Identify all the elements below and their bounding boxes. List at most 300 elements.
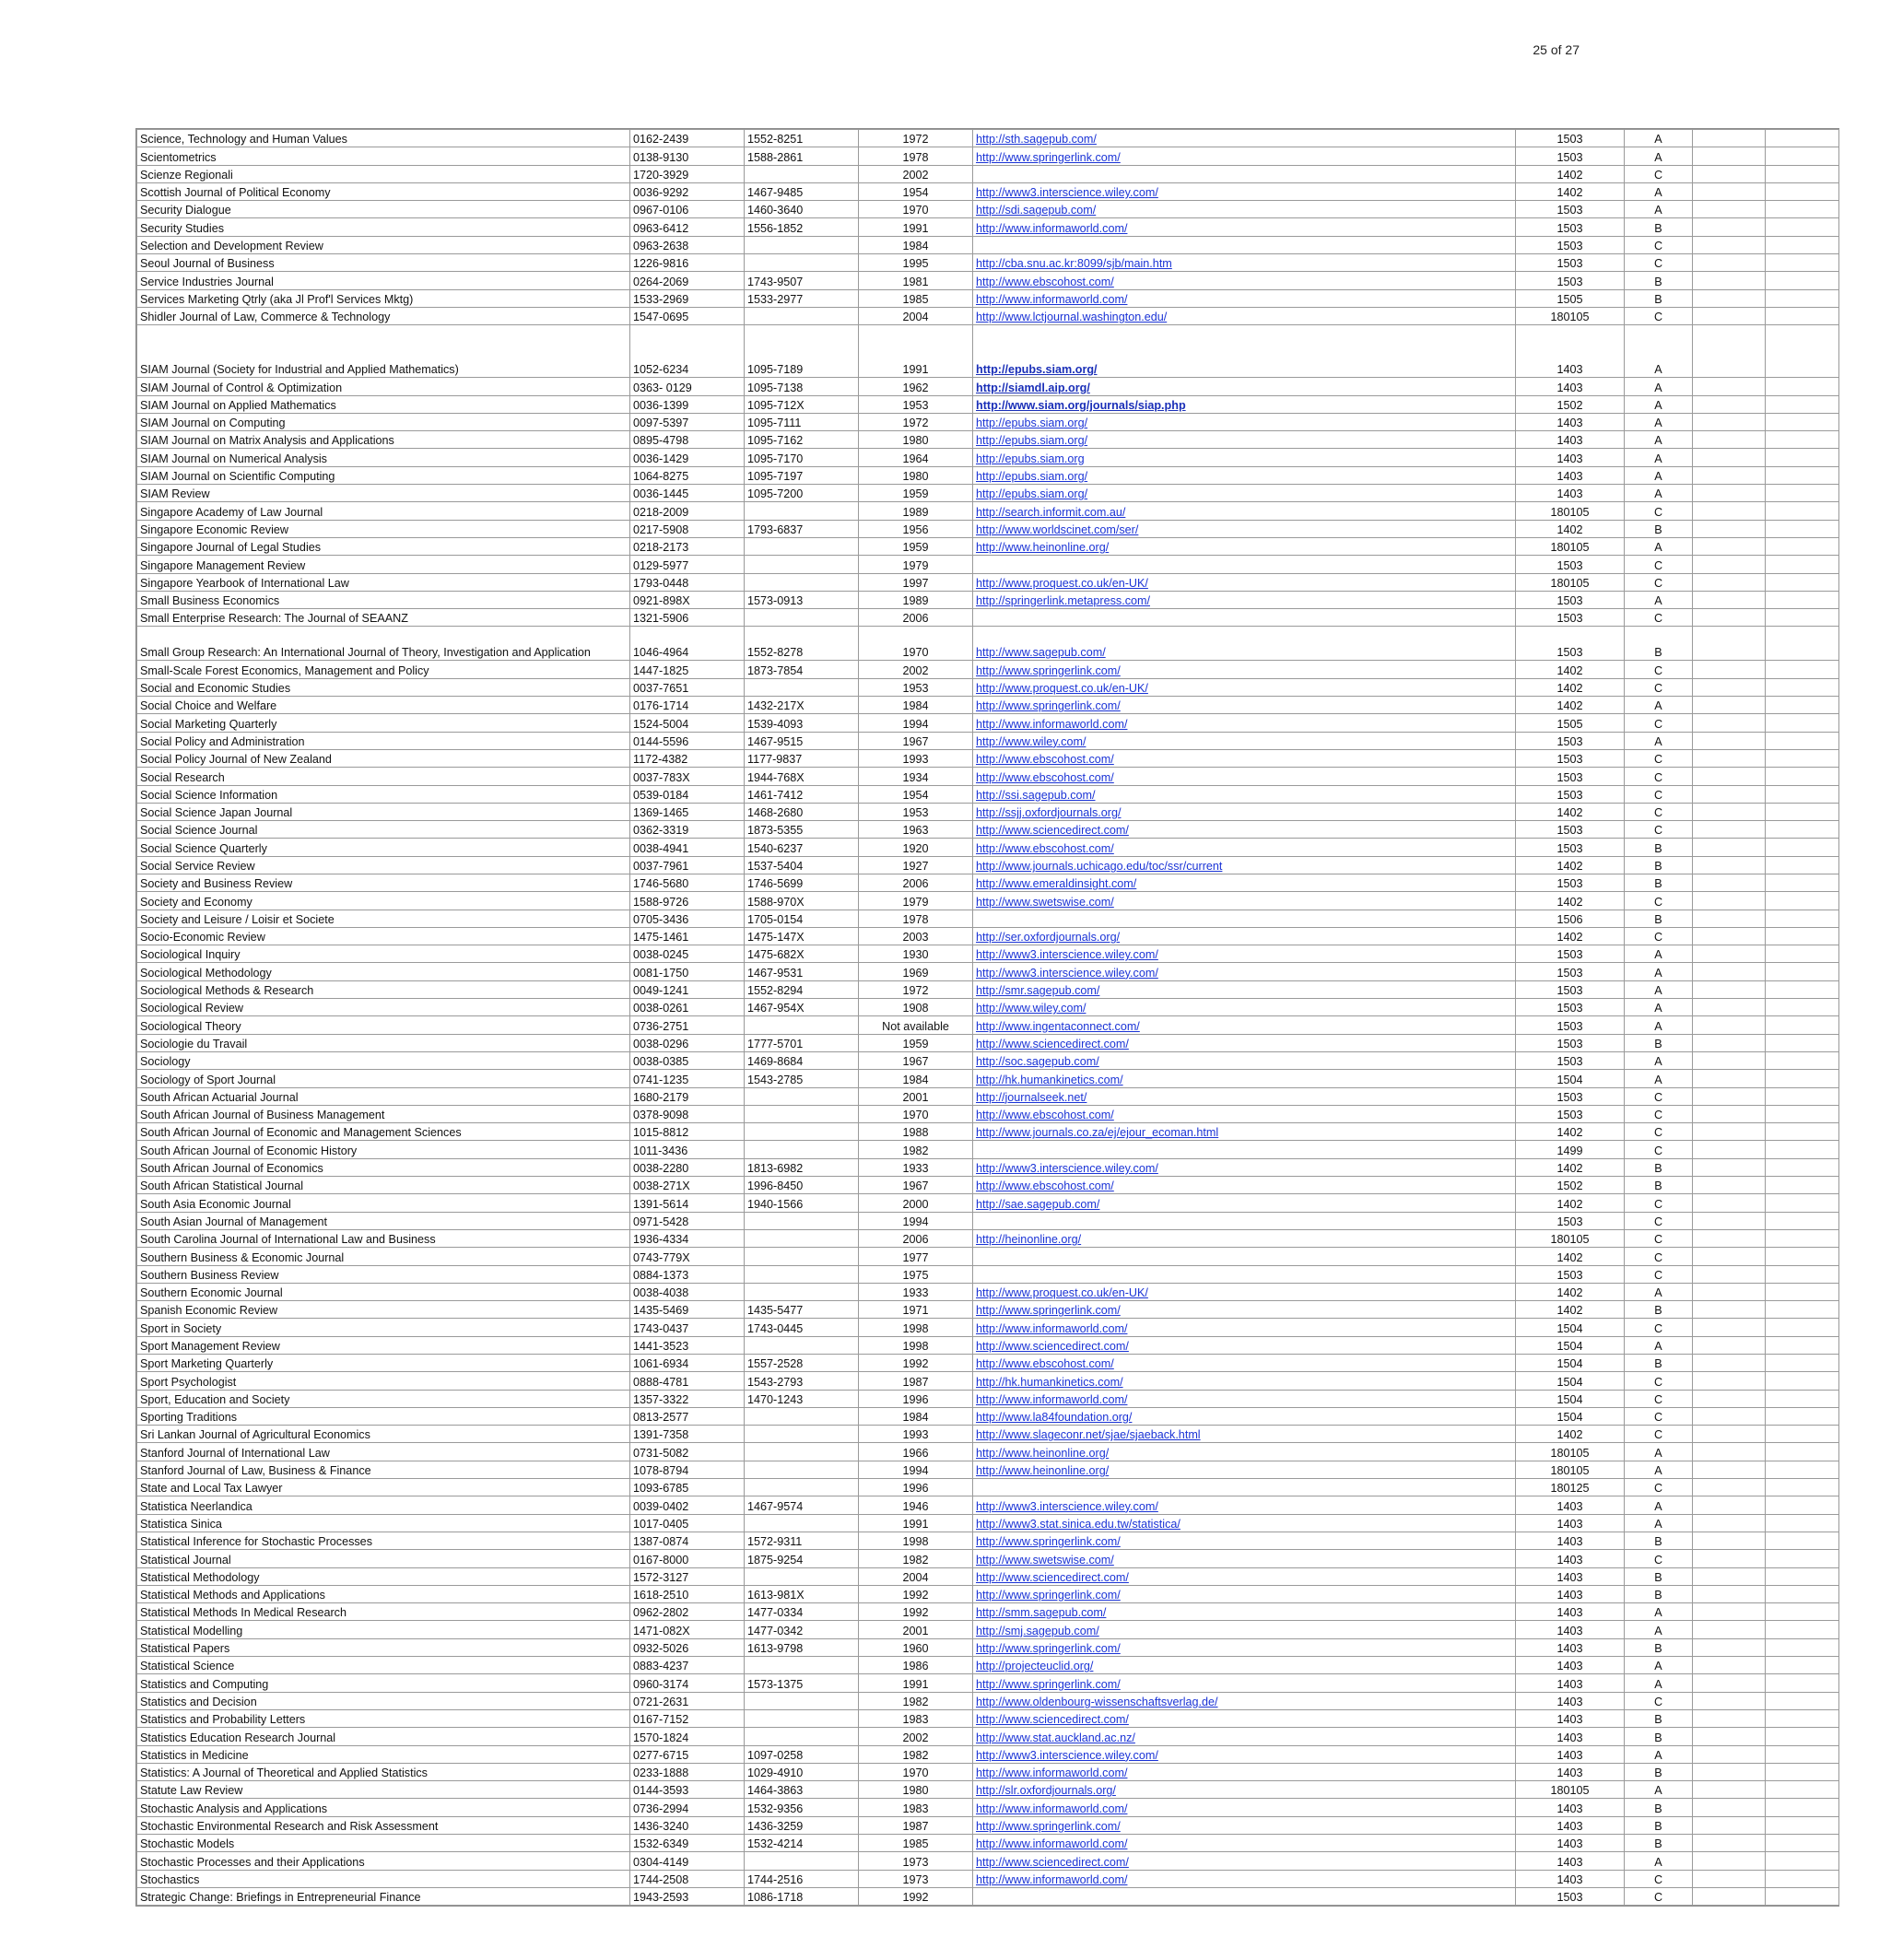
- extra-cell-1: [1693, 980, 1766, 998]
- eissn-cell: 1744-2516: [745, 1870, 859, 1887]
- journal-title-cell: Social Science Information: [137, 785, 630, 803]
- url-cell: [973, 201, 1516, 218]
- extra-cell-2: [1766, 910, 1839, 927]
- eissn-cell: 1552-8294: [745, 980, 859, 998]
- extra-cell-1: [1693, 1763, 1766, 1780]
- year-cell: 1920: [859, 839, 973, 856]
- journal-url-link[interactable]: http://www.informaworld.com/: [976, 292, 1128, 306]
- journal-url-link[interactable]: http://sae.sagepub.com/: [976, 1197, 1100, 1211]
- issn-cell: 0731-5082: [630, 1443, 745, 1461]
- journal-title-cell: Sport, Education and Society: [137, 1390, 630, 1407]
- code-cell: 1503: [1516, 147, 1625, 165]
- issn-cell: 1618-2510: [630, 1585, 745, 1602]
- issn-cell: 1015-8812: [630, 1123, 745, 1141]
- journal-url-link[interactable]: http://www3.stat.sinica.edu.tw/statistica/: [976, 1517, 1180, 1531]
- journal-url-link[interactable]: http://www.ebscohost.com/: [976, 275, 1114, 288]
- journal-url-link[interactable]: http://www.springerlink.com/: [976, 663, 1121, 677]
- url-cell: [973, 1194, 1516, 1212]
- url-cell: [973, 537, 1516, 555]
- extra-cell-2: [1766, 980, 1839, 998]
- journal-title-cell: Social Science Japan Journal: [137, 803, 630, 820]
- issn-cell: 1680-2179: [630, 1087, 745, 1105]
- journal-url-link[interactable]: http://epubs.siam.org/: [976, 470, 1088, 484]
- eissn-cell: 1095-7111: [745, 413, 859, 430]
- eissn-cell: [745, 1336, 859, 1354]
- journal-url-link[interactable]: http://www.springerlink.com/: [976, 1820, 1121, 1834]
- journal-url-link[interactable]: http://springerlink.metapress.com/: [976, 594, 1150, 608]
- code-cell: 1503: [1516, 839, 1625, 856]
- rank-cell: A: [1625, 697, 1693, 714]
- extra-cell-2: [1766, 1870, 1839, 1887]
- rank-cell: B: [1625, 1799, 1693, 1816]
- eissn-cell: 1572-9311: [745, 1532, 859, 1549]
- extra-cell-2: [1766, 1674, 1839, 1692]
- eissn-cell: 1095-712X: [745, 395, 859, 413]
- journal-url-link[interactable]: http://www.ingentaconnect.com/: [976, 1019, 1140, 1033]
- code-cell: 1503: [1516, 874, 1625, 891]
- extra-cell-1: [1693, 431, 1766, 449]
- journal-url-link[interactable]: http://www.springerlink.com/: [976, 1535, 1121, 1549]
- extra-cell-1: [1693, 1034, 1766, 1051]
- extra-cell-2: [1766, 1461, 1839, 1478]
- code-cell: 1402: [1516, 520, 1625, 537]
- journal-url-link[interactable]: http://www.heinonline.org/: [976, 1464, 1110, 1478]
- extra-cell-1: [1693, 1674, 1766, 1692]
- code-cell: 1403: [1516, 1816, 1625, 1834]
- table-row: [137, 1852, 1839, 1870]
- url-cell: [973, 272, 1516, 289]
- issn-cell: 0721-2631: [630, 1692, 745, 1709]
- year-cell: 2002: [859, 661, 973, 678]
- url-cell: [973, 1532, 1516, 1549]
- code-cell: 1503: [1516, 254, 1625, 272]
- rank-cell: C: [1625, 1426, 1693, 1443]
- year-cell: 1971: [859, 1301, 973, 1319]
- rank-cell: C: [1625, 165, 1693, 182]
- issn-cell: 1943-2593: [630, 1887, 745, 1905]
- journal-url-link[interactable]: http://www.springerlink.com/: [976, 1642, 1121, 1656]
- journal-url-link[interactable]: http://www.sciencedirect.com/: [976, 1855, 1129, 1869]
- journal-title-cell: Sporting Traditions: [137, 1407, 630, 1425]
- extra-cell-1: [1693, 697, 1766, 714]
- journal-url-link[interactable]: http://www.proquest.co.uk/en-UK/: [976, 682, 1148, 696]
- code-cell: 1504: [1516, 1070, 1625, 1087]
- table-row: [137, 1728, 1839, 1745]
- extra-cell-1: [1693, 1087, 1766, 1105]
- extra-cell-2: [1766, 1301, 1839, 1319]
- extra-cell-1: [1693, 165, 1766, 182]
- journal-title-cell: Singapore Journal of Legal Studies: [137, 537, 630, 555]
- journal-url-link[interactable]: http://www.worldscinet.com/ser/: [976, 522, 1139, 536]
- journal-url-link[interactable]: http://epubs.siam.org/: [976, 434, 1088, 448]
- journal-url-link[interactable]: http://www.heinonline.org/: [976, 541, 1110, 555]
- extra-cell-1: [1693, 1567, 1766, 1585]
- journal-url-link[interactable]: http://smm.sagepub.com/: [976, 1606, 1107, 1620]
- journal-title-cell: Sport in Society: [137, 1319, 630, 1336]
- rank-cell: C: [1625, 785, 1693, 803]
- extra-cell-1: [1693, 732, 1766, 749]
- extra-cell-1: [1693, 1426, 1766, 1443]
- code-cell: 1403: [1516, 325, 1625, 378]
- journal-title-cell: Selection and Development Review: [137, 236, 630, 253]
- journal-url-link[interactable]: http://www3.interscience.wiley.com/: [976, 1162, 1158, 1176]
- extra-cell-1: [1693, 1123, 1766, 1141]
- rank-cell: B: [1625, 856, 1693, 874]
- code-cell: 1505: [1516, 714, 1625, 732]
- extra-cell-2: [1766, 1852, 1839, 1870]
- journal-url-link[interactable]: http://www.informaworld.com/: [976, 717, 1128, 731]
- year-cell: 1980: [859, 431, 973, 449]
- url-cell: [973, 1709, 1516, 1727]
- journal-url-link[interactable]: http://www.oldenbourg-wissenschaftsverlag.de/: [976, 1695, 1218, 1708]
- journal-url-link[interactable]: http://www.heinonline.org/: [976, 1446, 1110, 1460]
- journal-title-cell: South African Actuarial Journal: [137, 1087, 630, 1105]
- extra-cell-1: [1693, 785, 1766, 803]
- journal-url-link[interactable]: http://www.lctjournal.washington.edu/: [976, 311, 1168, 324]
- journal-url-link[interactable]: http://epubs.siam.org/: [976, 417, 1088, 430]
- issn-cell: 0038-0385: [630, 1051, 745, 1069]
- journal-url-link[interactable]: http://ssjj.oxfordjournals.org/: [976, 806, 1122, 820]
- journal-url-link[interactable]: http://www.sciencedirect.com/: [976, 824, 1129, 838]
- journal-url-link[interactable]: http://www.informaworld.com/: [976, 1802, 1128, 1815]
- journal-url-link[interactable]: http://www.springerlink.com/: [976, 699, 1121, 713]
- code-cell: 1402: [1516, 697, 1625, 714]
- issn-cell: 0277-6715: [630, 1745, 745, 1763]
- code-cell: 1503: [1516, 236, 1625, 253]
- issn-cell: 1471-082X: [630, 1621, 745, 1638]
- code-cell: 1403: [1516, 1745, 1625, 1763]
- journal-url-link[interactable]: http://www.proquest.co.uk/en-UK/: [976, 1286, 1148, 1300]
- rank-cell: A: [1625, 325, 1693, 378]
- issn-cell: 0741-1235: [630, 1070, 745, 1087]
- journal-url-link[interactable]: http://www3.interscience.wiley.com/: [976, 948, 1158, 962]
- code-cell: 180105: [1516, 307, 1625, 324]
- table-row: [137, 1638, 1839, 1656]
- journal-url-link[interactable]: http://www.siam.org/journals/siap.php: [976, 398, 1186, 412]
- rank-cell: B: [1625, 1567, 1693, 1585]
- issn-cell: 1793-0448: [630, 573, 745, 591]
- code-cell: 1503: [1516, 999, 1625, 1016]
- journal-url-link[interactable]: http://projecteuclid.org/: [976, 1660, 1094, 1673]
- url-cell: [973, 1638, 1516, 1656]
- extra-cell-1: [1693, 1638, 1766, 1656]
- code-cell: 180105: [1516, 573, 1625, 591]
- journal-title-cell: Strategic Change: Briefings in Entrepreneurial Finance: [137, 1887, 630, 1905]
- journal-url-link[interactable]: http://cba.snu.ac.kr:8099/sjb/main.htm: [976, 257, 1172, 271]
- year-cell: 1959: [859, 485, 973, 502]
- journal-url-link[interactable]: http://www.springerlink.com/: [976, 150, 1121, 164]
- journal-url-link[interactable]: http://www.ebscohost.com/: [976, 1180, 1114, 1193]
- issn-cell: 0218-2009: [630, 502, 745, 520]
- issn-cell: 1078-8794: [630, 1461, 745, 1478]
- year-cell: 1987: [859, 1816, 973, 1834]
- journal-url-link[interactable]: http://smr.sagepub.com/: [976, 984, 1100, 998]
- extra-cell-2: [1766, 1835, 1839, 1852]
- eissn-cell: 1588-970X: [745, 892, 859, 910]
- extra-cell-1: [1693, 839, 1766, 856]
- extra-cell-1: [1693, 378, 1766, 395]
- eissn-cell: [745, 1141, 859, 1158]
- journal-url-link[interactable]: http://siamdl.aip.org/: [976, 381, 1090, 394]
- journal-url-link[interactable]: http://epubs.siam.org/: [976, 487, 1088, 501]
- code-cell: 1402: [1516, 927, 1625, 945]
- journal-url-link[interactable]: http://smj.sagepub.com/: [976, 1624, 1099, 1637]
- eissn-cell: [745, 537, 859, 555]
- table-row: [137, 1407, 1839, 1425]
- extra-cell-2: [1766, 378, 1839, 395]
- journal-url-link[interactable]: http://epubs.siam.org: [976, 452, 1085, 465]
- year-cell: 1946: [859, 1496, 973, 1514]
- rank-cell: A: [1625, 431, 1693, 449]
- journal-title-cell: Sociological Methodology: [137, 963, 630, 980]
- code-cell: 1402: [1516, 1283, 1625, 1300]
- journal-url-link[interactable]: http://www3.interscience.wiley.com/: [976, 966, 1158, 980]
- extra-cell-1: [1693, 1603, 1766, 1621]
- rank-cell: A: [1625, 999, 1693, 1016]
- journal-url-link[interactable]: http://www.sagepub.com/: [976, 646, 1106, 660]
- code-cell: 1504: [1516, 1355, 1625, 1372]
- table-row: [137, 1692, 1839, 1709]
- journal-url-link[interactable]: http://www.ebscohost.com/: [976, 841, 1114, 855]
- issn-cell: 1435-5469: [630, 1301, 745, 1319]
- url-cell: [973, 1355, 1516, 1372]
- year-cell: 1970: [859, 201, 973, 218]
- extra-cell-2: [1766, 1212, 1839, 1229]
- table-row: [137, 1426, 1839, 1443]
- rank-cell: A: [1625, 201, 1693, 218]
- journal-url-link[interactable]: http://www.informaworld.com/: [976, 221, 1128, 235]
- table-row: [137, 1763, 1839, 1780]
- journal-url-link[interactable]: http://www.wiley.com/: [976, 734, 1086, 748]
- extra-cell-1: [1693, 1799, 1766, 1816]
- year-cell: 1994: [859, 714, 973, 732]
- year-cell: 1984: [859, 1070, 973, 1087]
- code-cell: 1402: [1516, 1194, 1625, 1212]
- year-cell: 1994: [859, 1461, 973, 1478]
- issn-cell: 0218-2173: [630, 537, 745, 555]
- url-cell: [973, 1585, 1516, 1602]
- url-cell: [973, 945, 1516, 963]
- extra-cell-2: [1766, 1745, 1839, 1763]
- journal-url-link[interactable]: http://www.stat.auckland.ac.nz/: [976, 1731, 1135, 1744]
- journal-url-link[interactable]: http://www.swetswise.com/: [976, 1553, 1114, 1567]
- table-row: [137, 1799, 1839, 1816]
- journal-title-cell: Stochastic Analysis and Applications: [137, 1799, 630, 1816]
- journal-url-link[interactable]: http://www.informaworld.com/: [976, 1766, 1128, 1780]
- extra-cell-2: [1766, 1532, 1839, 1549]
- journal-url-link[interactable]: http://www.ebscohost.com/: [976, 1109, 1114, 1122]
- rank-cell: C: [1625, 1212, 1693, 1229]
- code-cell: 1402: [1516, 182, 1625, 200]
- journal-url-link[interactable]: http://soc.sagepub.com/: [976, 1055, 1099, 1069]
- year-cell: 1953: [859, 803, 973, 820]
- journal-url-link[interactable]: http://www.informaworld.com/: [976, 1837, 1128, 1851]
- journal-url-link[interactable]: http://www3.interscience.wiley.com/: [976, 1499, 1158, 1513]
- journal-url-link[interactable]: http://www.informaworld.com/: [976, 1392, 1128, 1406]
- journal-url-link[interactable]: http://www.sciencedirect.com/: [976, 1340, 1129, 1353]
- journal-url-link[interactable]: http://journalseek.net/: [976, 1090, 1087, 1104]
- rank-cell: B: [1625, 289, 1693, 307]
- extra-cell-1: [1693, 1887, 1766, 1905]
- eissn-cell: 1467-954X: [745, 999, 859, 1016]
- extra-cell-1: [1693, 678, 1766, 696]
- year-cell: 1983: [859, 1799, 973, 1816]
- journal-url-link[interactable]: http://www.la84foundation.org/: [976, 1411, 1133, 1425]
- eissn-cell: [745, 236, 859, 253]
- table-row: [137, 1283, 1839, 1300]
- journal-url-link[interactable]: http://www.springerlink.com/: [976, 1677, 1121, 1691]
- code-cell: 1504: [1516, 1390, 1625, 1407]
- year-cell: 1980: [859, 466, 973, 484]
- url-cell: [973, 182, 1516, 200]
- journal-url-link[interactable]: http://sth.sagepub.com/: [976, 133, 1097, 147]
- table-row: [137, 1372, 1839, 1390]
- journal-url-link[interactable]: http://www.sciencedirect.com/: [976, 1570, 1129, 1584]
- url-cell: [973, 1336, 1516, 1354]
- journal-url-link[interactable]: http://www.slageconr.net/sjae/sjaeback.html: [976, 1428, 1201, 1442]
- journal-url-link[interactable]: http://www.wiley.com/: [976, 1002, 1086, 1015]
- extra-cell-2: [1766, 307, 1839, 324]
- journal-url-link[interactable]: http://www.emeraldinsight.com/: [976, 877, 1137, 891]
- table-row: [137, 1390, 1839, 1407]
- url-cell: [973, 591, 1516, 608]
- code-cell: 1503: [1516, 1212, 1625, 1229]
- code-cell: 1402: [1516, 1426, 1625, 1443]
- journal-url-link[interactable]: http://www3.interscience.wiley.com/: [976, 186, 1158, 200]
- journal-url-link[interactable]: http://epubs.siam.org/: [976, 363, 1098, 377]
- url-cell: [973, 1141, 1516, 1158]
- table-row: [137, 378, 1839, 395]
- rank-cell: B: [1625, 839, 1693, 856]
- journal-url-link[interactable]: http://www.journals.uchicago.edu/toc/ssr/current: [976, 859, 1223, 873]
- journal-url-link[interactable]: http://www.journals.co.za/ej/ejour_ecoman.html: [976, 1126, 1219, 1140]
- eissn-cell: 1095-7189: [745, 325, 859, 378]
- journal-url-link[interactable]: http://www.ebscohost.com/: [976, 1357, 1114, 1371]
- table-row: [137, 289, 1839, 307]
- issn-cell: 0743-779X: [630, 1248, 745, 1265]
- rank-cell: C: [1625, 1407, 1693, 1425]
- eissn-cell: 1467-9574: [745, 1496, 859, 1514]
- rank-cell: B: [1625, 1638, 1693, 1656]
- table-row: [137, 201, 1839, 218]
- eissn-cell: 1557-2528: [745, 1355, 859, 1372]
- journal-title-cell: Society and Economy: [137, 892, 630, 910]
- journal-url-link[interactable]: http://www.sciencedirect.com/: [976, 1713, 1129, 1727]
- journal-title-cell: Statistics and Decision: [137, 1692, 630, 1709]
- url-cell: [973, 466, 1516, 484]
- journal-url-link[interactable]: http://www.ebscohost.com/: [976, 770, 1114, 784]
- journal-url-link[interactable]: http://hk.humankinetics.com/: [976, 1073, 1123, 1086]
- year-cell: 1995: [859, 254, 973, 272]
- table-row: [137, 1479, 1839, 1496]
- journal-url-link[interactable]: http://www.swetswise.com/: [976, 895, 1114, 909]
- url-cell: [973, 874, 1516, 891]
- journal-title-cell: Stochastic Models: [137, 1835, 630, 1852]
- extra-cell-1: [1693, 892, 1766, 910]
- issn-cell: 1570-1824: [630, 1728, 745, 1745]
- issn-cell: 0038-2280: [630, 1158, 745, 1176]
- rank-cell: A: [1625, 485, 1693, 502]
- issn-cell: 0963-6412: [630, 218, 745, 236]
- journal-title-cell: Scientometrics: [137, 147, 630, 165]
- journal-url-link[interactable]: http://www.springerlink.com/: [976, 1589, 1121, 1602]
- rank-cell: B: [1625, 1709, 1693, 1727]
- table-row: [137, 1550, 1839, 1567]
- journal-title-cell: Services Marketing Qtrly (aka Jl Prof'l Services Mktg): [137, 289, 630, 307]
- journal-url-link[interactable]: http://search.informit.com.au/: [976, 505, 1126, 519]
- journal-url-link[interactable]: http://www.proquest.co.uk/en-UK/: [976, 576, 1148, 590]
- issn-cell: 0038-271X: [630, 1177, 745, 1194]
- journal-title-cell: Statistics and Probability Letters: [137, 1709, 630, 1727]
- eissn-cell: [745, 1657, 859, 1674]
- code-cell: 1402: [1516, 856, 1625, 874]
- table-row: [137, 874, 1839, 891]
- extra-cell-1: [1693, 573, 1766, 591]
- code-cell: 1402: [1516, 1123, 1625, 1141]
- extra-cell-2: [1766, 927, 1839, 945]
- issn-cell: 0888-4781: [630, 1372, 745, 1390]
- url-cell: [973, 856, 1516, 874]
- year-cell: 1994: [859, 1212, 973, 1229]
- rank-cell: A: [1625, 1051, 1693, 1069]
- table-row: [137, 556, 1839, 573]
- journal-url-link[interactable]: http://sdi.sagepub.com/: [976, 204, 1097, 217]
- journal-url-link[interactable]: http://www.springerlink.com/: [976, 1304, 1121, 1318]
- journal-title-cell: South African Journal of Economic and Management Sciences: [137, 1123, 630, 1141]
- journal-url-link[interactable]: http://heinonline.org/: [976, 1233, 1082, 1247]
- journal-url-link[interactable]: http://hk.humankinetics.com/: [976, 1375, 1123, 1389]
- journal-url-link[interactable]: http://ssi.sagepub.com/: [976, 788, 1096, 802]
- extra-cell-1: [1693, 714, 1766, 732]
- journal-url-link[interactable]: http://ser.oxfordjournals.org/: [976, 931, 1121, 945]
- year-cell: 1962: [859, 378, 973, 395]
- journal-url-link[interactable]: http://www3.interscience.wiley.com/: [976, 1748, 1158, 1762]
- rank-cell: B: [1625, 1816, 1693, 1834]
- journal-title-cell: Southern Economic Journal: [137, 1283, 630, 1300]
- journal-url-link[interactable]: http://www.informaworld.com/: [976, 1321, 1128, 1335]
- table-row: [137, 395, 1839, 413]
- journal-table-body: [137, 130, 1839, 1906]
- url-cell: [973, 1461, 1516, 1478]
- extra-cell-2: [1766, 466, 1839, 484]
- journal-title-cell: Statistics and Computing: [137, 1674, 630, 1692]
- code-cell: 1503: [1516, 785, 1625, 803]
- journal-url-link[interactable]: http://slr.oxfordjournals.org/: [976, 1784, 1116, 1798]
- table-row: [137, 1816, 1839, 1834]
- table-row: [137, 839, 1839, 856]
- journal-url-link[interactable]: http://www.informaworld.com/: [976, 1872, 1128, 1886]
- extra-cell-1: [1693, 307, 1766, 324]
- url-cell: [973, 1158, 1516, 1176]
- eissn-cell: 1543-2785: [745, 1070, 859, 1087]
- year-cell: Not available: [859, 1016, 973, 1034]
- journal-title-cell: Sport Psychologist: [137, 1372, 630, 1390]
- extra-cell-1: [1693, 1514, 1766, 1532]
- journal-url-link[interactable]: http://www.sciencedirect.com/: [976, 1037, 1129, 1050]
- url-cell: [973, 289, 1516, 307]
- year-cell: 1978: [859, 147, 973, 165]
- issn-cell: 0038-0245: [630, 945, 745, 963]
- rank-cell: C: [1625, 1194, 1693, 1212]
- table-row: [137, 1603, 1839, 1621]
- issn-cell: 1436-3240: [630, 1816, 745, 1834]
- issn-cell: 0129-5977: [630, 556, 745, 573]
- extra-cell-1: [1693, 449, 1766, 466]
- journal-url-link[interactable]: http://www.ebscohost.com/: [976, 753, 1114, 767]
- extra-cell-2: [1766, 289, 1839, 307]
- year-cell: 1992: [859, 1355, 973, 1372]
- extra-cell-2: [1766, 1283, 1839, 1300]
